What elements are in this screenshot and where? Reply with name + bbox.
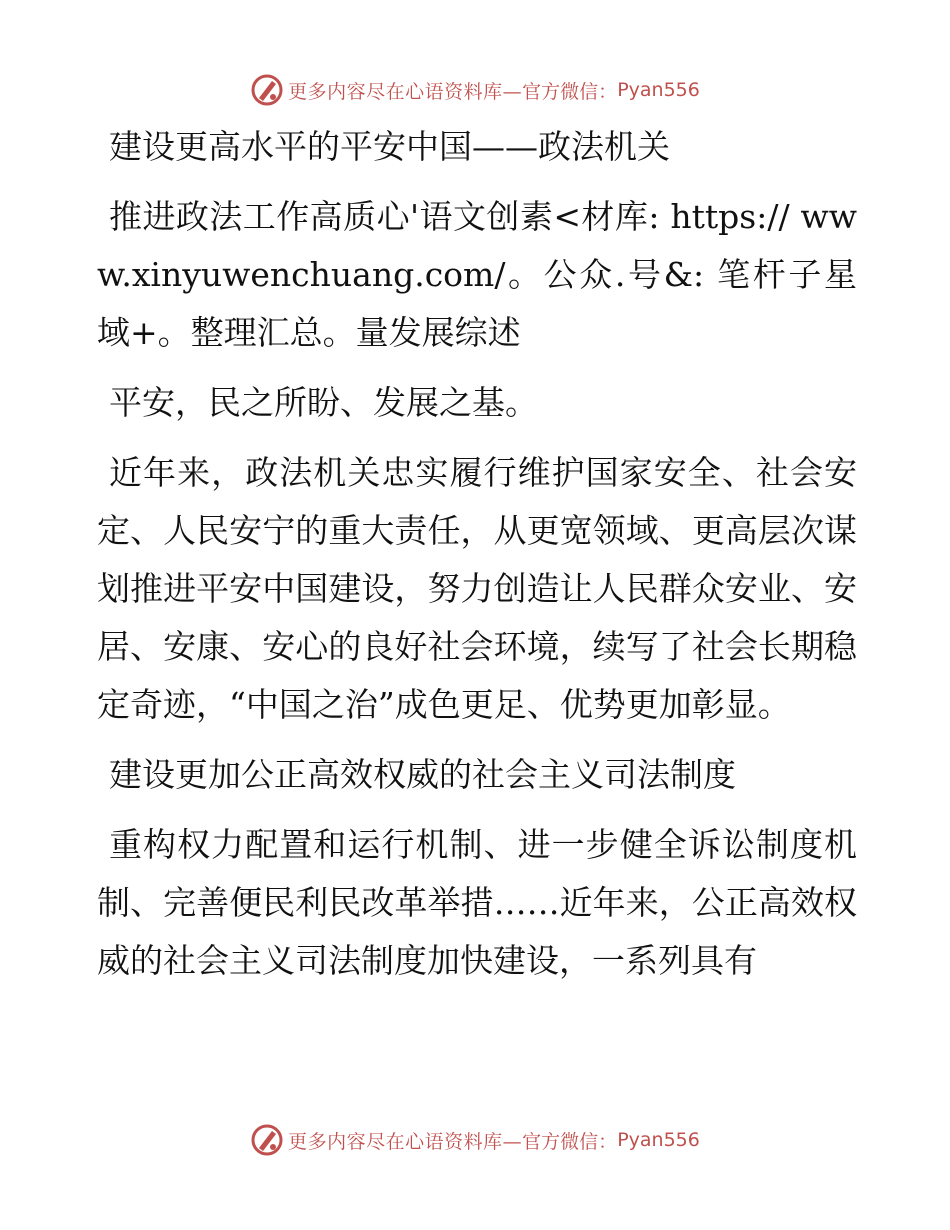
wechat-id: Pyan556 [617,1129,700,1151]
paragraph-3: 近年来，政法机关忠实履行维护国家安全、社会安定、人民安宁的重大责任，从更宽领域、更高层次谋划推进平安中国建设，努力创造让人民群众安业、安居、安康、安心的良好社会环境，续写了社会长期稳定奇迹，“中国之治”成色更足、优势更加彰显。 [97,453,857,724]
paragraph-4: 重构权力配置和运行机制、进一步健全诉讼制度机制、完善便民利民改革举措……近年来，公正高效权威的社会主义司法制度加快建设，一系列具有 [97,825,857,980]
footer-banner [0,1120,950,1160]
section-subheading: 建设更加公正高效权威的社会主义司法制度 [109,755,736,794]
pen-logo-icon [250,73,284,107]
paragraph-1: 推进政法工作高质心'语文创素<材库: https:// www.xinyuwenchuang.com/。公众.号&: 笔杆子星域+。整理汇总。量发展综述 [97,197,857,352]
header-banner [0,70,950,110]
banner-text: 更多内容尽在心语资料库— [288,80,523,103]
document-title: 建设更高水平的平安中国——政法机关 [109,127,670,166]
pen-logo-icon [250,1123,284,1157]
wechat-label: 官方微信： [522,80,618,103]
document-body [97,118,857,1002]
wechat-id: Pyan556 [617,79,700,101]
banner-text: 更多内容尽在心语资料库— [288,1130,523,1153]
paragraph-2: 平安，民之所盼、发展之基。 [109,383,538,422]
wechat-label: 官方微信： [522,1130,618,1153]
